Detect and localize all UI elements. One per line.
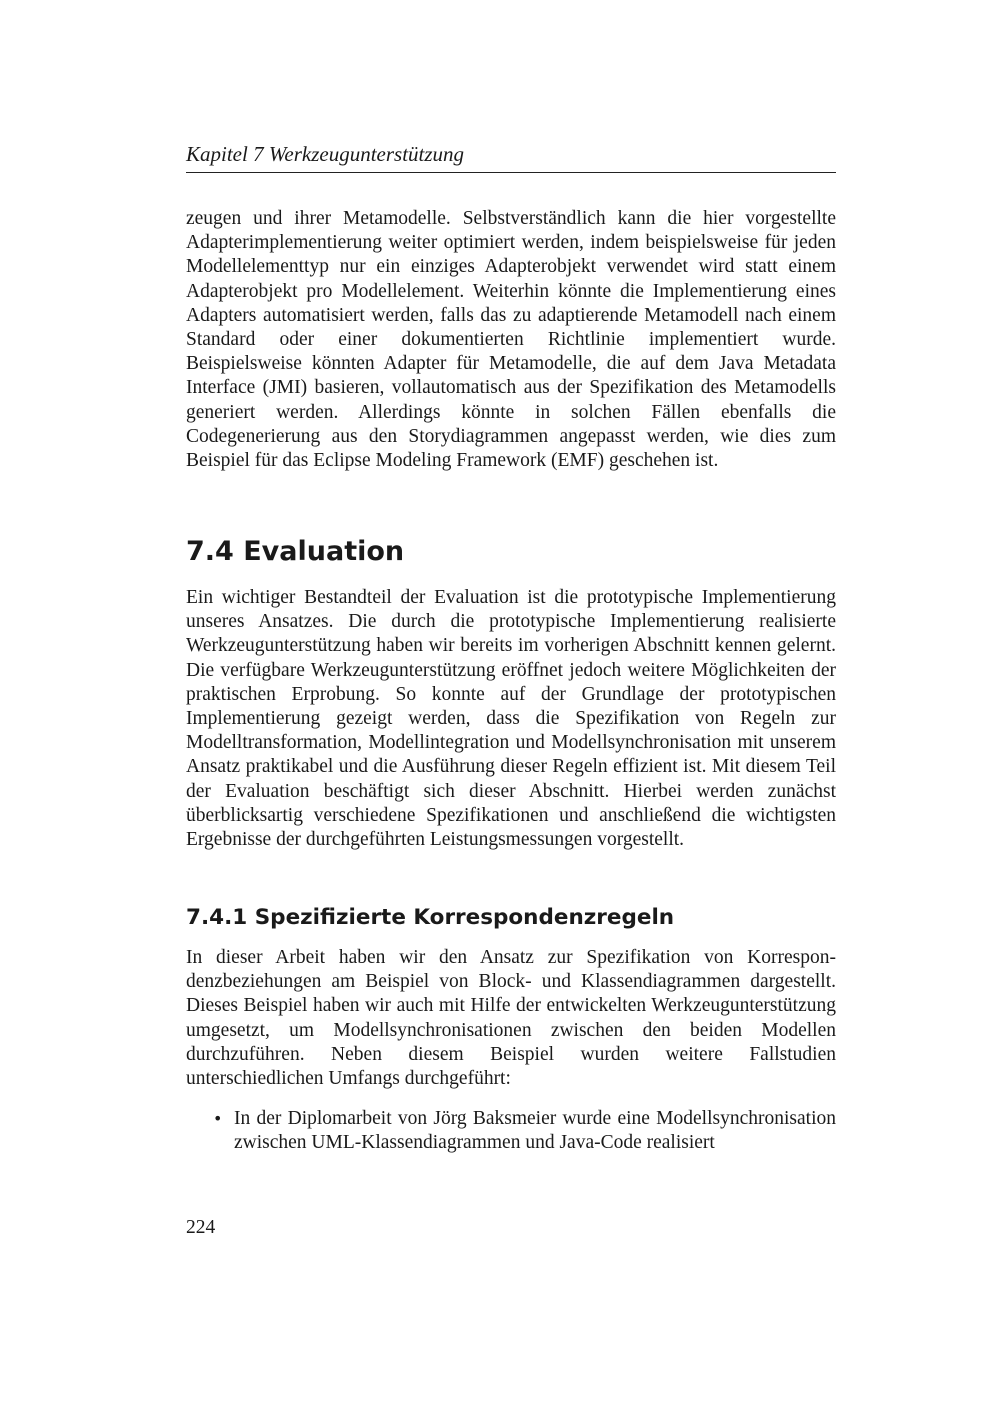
paragraph-korrespondenzregeln: In dieser Arbeit haben wir den Ansatz zur Spezifikation von Korrespondenzbeziehungen am Beispiel von Block- und Klassendiagrammen dargestellt. Dieses Beispiel haben wir auch mit Hilfe der entwickelten Werkzeugunterstützung umgesetzt, um Modellsynchronisationen zwischen den beiden Modellen durchzuführen. Neben diesem Beispiel wurden weitere Fallstudien unterschiedlichen Umfangs durchgeführt:	[186, 947, 836, 1090]
running-header-title: Kapitel 7 Werkzeugunterstützung	[186, 142, 465, 166]
page-number: 224	[186, 1217, 216, 1238]
list-item-text: In der Diplomarbeit von Jörg Baksmeier wurde eine Modellsynchronisation zwischen UML-Klassendiagrammen und Java-Code realisiert	[234, 1108, 836, 1154]
paragraph-adapter-optimization: zeugen und ihrer Metamodelle. Selbstverständlich kann die hier vorgestellte Adapterimplementierung weiter optimiert werden, indem beispielsweise für jeden Modellelementtyp nur ein einziges Adapterobjekt verwendet wird statt einem Adapterobjekt pro Modellelement. Weiterhin könnte die Implementierung eines Adapters automatisiert werden, falls das zu adaptierende Metamodell nach einem Standard oder einer dokumentierten Richtlinie implementiert wurde. Beispielsweise könnten Adapter für Metamodelle, die auf dem Java Metadata Interface (JMI) basieren, vollautomatisch aus der Spezifikation des Metamodells generiert werden. Allerdings könnte in solchen Fällen ebenfalls die Codegenerierung aus den Storydiagrammen angepasst werden, wie dies zum Beispiel für das Eclipse Modeling Framework (EMF) geschehen ist.	[186, 208, 836, 472]
section-heading-evaluation: 7.4 Evaluation	[186, 536, 405, 567]
bullet-icon: •	[213, 1109, 223, 1128]
case-study-list	[186, 1107, 836, 1155]
paragraph-evaluation: Ein wichtiger Bestandteil der Evaluation ist die prototypische Implementierung unseres Ansatzes. Die durch die prototypische Implementierung realisierte Werkzeugunterstützung haben wir bereits im vorherigen Abschnitt kennen gelernt. Die verfügbare Werkzeugunterstützung eröffnet jedoch weitere Möglichkeiten der praktischen Erprobung. So konnte auf der Grundlage der prototypischen Implementierung gezeigt werden, dass die Spezifikation von Regeln zur Modelltransformation, Modellintegration und Modellsynchronisation mit unserem Ansatz praktikabel und die Ausführung dieser Regeln effizient ist. Mit diesem Teil der Evaluation beschäftigt sich dieser Abschnitt. Hierbei werden zunächst überblicksartig verschiedene Spezifikationen und anschließend die wichtigsten Ergebnisse der durchgeführten Leistungsmessungen vorgestellt.	[186, 587, 836, 851]
list-item	[186, 1107, 836, 1155]
running-header	[186, 140, 836, 173]
subsection-heading-korrespondenzregeln: 7.4.1 Spezifizierte Korrespondenzregeln	[186, 905, 675, 930]
